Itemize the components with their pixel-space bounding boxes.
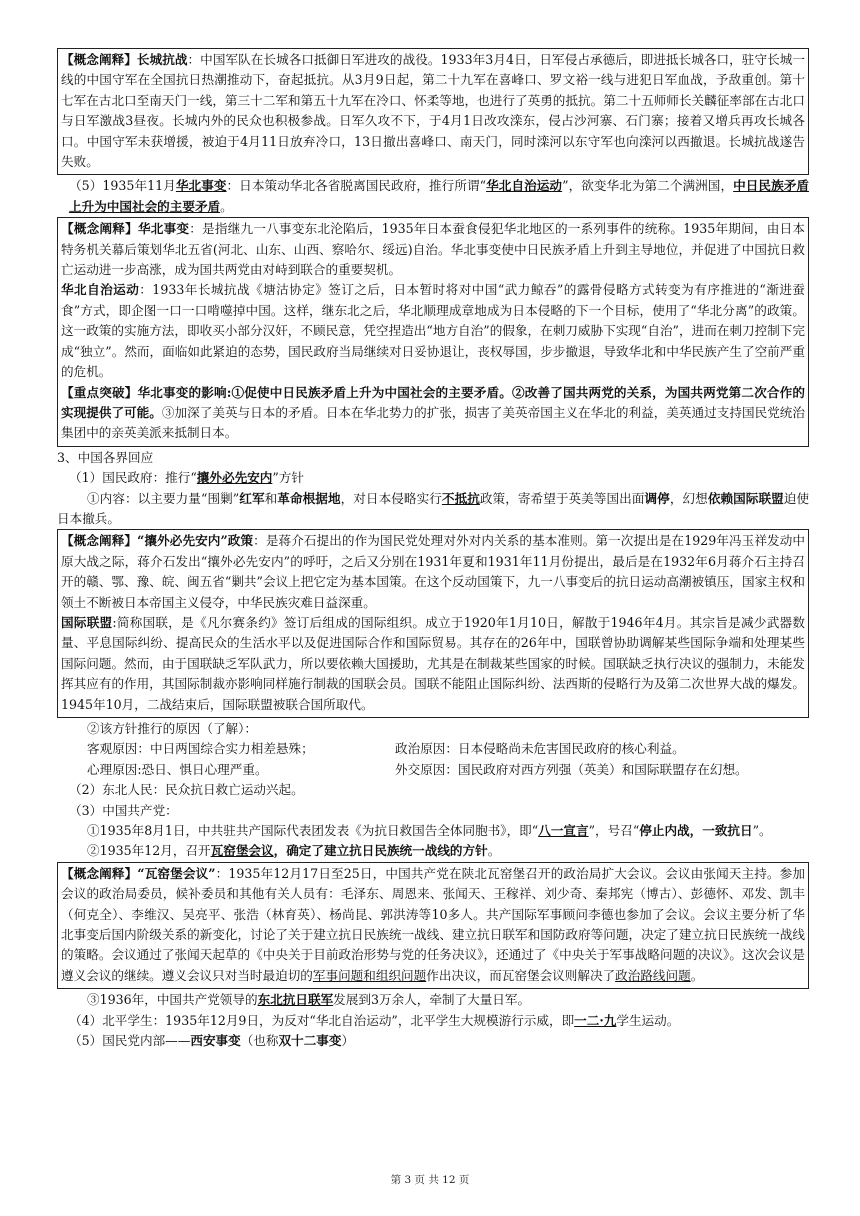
reasons-title: ②该方针推行的原因（了解）：	[87, 721, 258, 736]
conclusion-main-contradiction: 中日民族矛盾上升为中国社会的主要矛盾	[69, 178, 809, 214]
rangwai-text: ：是蒋介石提出的作为国民党处理对外对内关系的基本准则。第一次提出是在1929年冯玉祥发动中原大战之际，蒋介石发出“攘外必先安内”的呼吁，之后又分别在1931年夏和1931年11月份提出，最后是在1932年6月蒋介石主持召开的赣、鄂、豫、皖、闽五省“剿共”会议上把它定为基本国策。在这个反动国策下，九一八事变后的抗日运动高潮被镇压，国家主权和领土不断被日本帝国主义侵夺，中华民族灾难日益深重。	[61, 533, 805, 610]
text-segment: 政策，寄希望于英美等国出面	[479, 490, 645, 506]
focus-tag: 【重点突破】	[61, 384, 138, 400]
text-segment: ③1936年，中国共产党领导的	[87, 992, 258, 1008]
text-segment: （也称	[240, 1033, 279, 1049]
term-call: 停止内战，一致抗日	[639, 823, 753, 839]
huabei-text: ：是指继九一八事变东北沦陷后，1935年日本蚕食侵犯华北地区的一系列事件的统称。1935年期间，由日本特务机关幕后策划华北五省(河北、山东、山西、察哈尔、绥远)自治。华北事变使中日民族矛盾上升到主导地位，并促进了中国抗日救亡运动进一步高涨，成为国共两党由对峙到联合的重要契机。	[61, 221, 806, 278]
text-segment: 发展到3万余人，牵制了大量日军。	[333, 992, 531, 1008]
xian-item	[57, 1031, 809, 1051]
text-segment: ，幻想	[669, 490, 708, 506]
wayaobao-text: ：1935年12月17日至25日，中国共产党在陕北瓦窑堡召开的政治局扩大会议。会议由张闻天主持。参加会议的政治局委员，候补委员和其他有关人员有：毛泽东、周恩来、张闻天、王稼祥、刘少奇、秦邦宪（博古）、彭德怀、邓发、凯丰（何克全）、李维汉、吴亮平、张浩（林育英）、杨尚昆、郭洪涛等10多人。共产国际军事顾问李德也参加了会议。会议主要分析了华北事变后国内阶级关系的新变化，讨论了关于建立抗日民族统一战线、建立抗日联军和国防政府等问题，决定了建立抗日民族统一战线的策略。会议通过了张闻天起草的《中央关于目前政治形势与党的任务决议》，还通过了《中央关于军事战略问题的决议》。这次会议是遵义会议的继续。遵义会议只对当时最迫切的	[61, 865, 805, 983]
reasons-row-1	[57, 739, 809, 759]
term-rangwai-policy: “攘外必先安内”政策	[137, 533, 254, 549]
text-segment: 学生运动。	[616, 1012, 680, 1028]
wayaobao-paragraph	[61, 864, 805, 986]
term-red-army: 红军	[239, 490, 265, 506]
text-segment: ：日本策动华北各省脱离国民政府，推行所谓“	[226, 178, 487, 194]
underline-political: 政治路线问题	[615, 967, 691, 983]
huabei-shibian-item	[57, 176, 809, 217]
reason-objective: 客观原因：中日两国综合实力相差悬殊；	[87, 741, 314, 757]
text-segment: 迫使日本撤兵。	[57, 490, 810, 526]
term-league-def: 国际联盟	[61, 614, 113, 630]
term-double-twelve: 双十二事变	[278, 1033, 342, 1049]
content-item	[57, 489, 809, 530]
term-mediation: 调停	[644, 490, 670, 506]
text-segment: ）	[341, 1033, 355, 1049]
text-segment: 。	[220, 198, 233, 214]
wayaobao-item	[57, 841, 809, 861]
term-bayi: 八一宣言	[538, 823, 589, 839]
rangwai-paragraph	[61, 531, 805, 613]
huabei-paragraph	[61, 219, 805, 280]
zizhi-paragraph	[61, 280, 805, 382]
text-segment: ，对日本侵略实行	[340, 490, 442, 506]
concept-box-huabei	[57, 217, 809, 446]
bayi-item	[57, 821, 809, 841]
concept-tag: 【概念阐释】	[61, 865, 138, 881]
text-segment: 和	[264, 490, 278, 506]
term-no-resistance: 不抵抗	[441, 490, 480, 506]
text-segment: ①1935年8月1日，中共驻共产国际代表团发表《为抗日救国告全体同胞书》，即“	[87, 823, 539, 839]
concept-tag: 【概念阐释】	[61, 533, 138, 549]
concept-box-rangwai	[57, 529, 809, 718]
league-paragraph	[61, 613, 805, 715]
text-segment: （4）北平学生：1935年12月9日，为反对“华北自治运动”，北平学生大规模游行示威，即	[69, 1012, 575, 1028]
concept-tag: 【概念阐释】	[61, 221, 138, 237]
term-129: 一二·九	[574, 1012, 617, 1028]
concept-box-wayaobao	[57, 862, 809, 989]
text-segment-bold: ，确定了建立抗日民族统一战线的方针	[273, 843, 488, 859]
text-segment: ②1935年12月，召开	[87, 843, 211, 859]
reason-political: 政治原因：日本侵略尚未危害国民政府的核心利益。	[395, 741, 685, 757]
changcheng-paragraph	[61, 50, 805, 172]
page-content	[57, 48, 809, 1052]
page-number: 第 3 页 共 12 页	[390, 1174, 470, 1186]
cpc-heading: （3）中国共产党：	[69, 802, 178, 818]
reason-diplomatic: 外交原因：国民政府对西方列强（英美）和国际联盟存在幻想。	[395, 761, 748, 777]
focus-paragraph	[61, 383, 805, 444]
dongbei-item: （2）东北人民：民众抗日救亡运动兴起。	[69, 782, 304, 798]
text-segment: （5）国民党内部——	[69, 1033, 191, 1049]
text-segment: ”方针	[272, 470, 304, 486]
guomin-zhengfu-item	[57, 468, 809, 488]
term-changcheng: 长城抗战	[136, 52, 188, 67]
lianjun-item	[57, 990, 809, 1010]
text-segment: 。	[487, 843, 501, 859]
term-base: 革命根据地	[277, 490, 341, 506]
reasons-row-2	[57, 760, 809, 780]
underline-military: 军事问题和组织问题	[312, 967, 427, 983]
text-segment: ”，欲变华北为第二个满洲国，	[562, 178, 734, 194]
term-lianjun: 东北抗日联军	[257, 992, 334, 1008]
text-segment: （5）1935年11月	[69, 178, 176, 194]
reason-psychological: 心理原因:恐日、惧日心理严重。	[87, 761, 268, 777]
term-zizhi: 华北自治运动	[61, 282, 140, 298]
term-xian: 西安事变	[190, 1033, 241, 1049]
league-text: :简称国联，是《凡尔赛条约》签订后组成的国际组织。成立于1920年1月10日，解散于1946年4月。其宗旨是减少武器数量、平息国际纠纷、提高民众的生活水平以及促进国际合作和国际贸易。其存在的26年中，国联曾协助调解某些国际争端和处理某些国际问题。然而，由于国联缺乏军队武力，所以要依赖大国援助，尤其是在制裁某些国家的时候。国联缺乏执行决议的强制力，未能发挥其应有的作用，其国际制裁亦影响同样施行制裁的国联会员。国联不能阻止国际纠纷、法西斯的侵略行为及第二次世界大战的爆发。1945年10月，二战结束后，国际联盟被联合国所取代。	[61, 614, 805, 712]
section-heading-3: 3、中国各界回应	[57, 449, 154, 465]
term-league: 依赖国际联盟	[707, 490, 784, 506]
zizhi-text: ：1933年长城抗战《塘沽协定》签订之后，日本暂时将对中国“武力鲸吞”的露骨侵略方式转变为有序推进的“渐进蚕食”方式，即企图一口一口啃噬掉中国。这样，继东北之后，华北顺理成章地成为日本侵略的下一个目标，使用了“华北分离”的政策。这一政策的实施方法，即收买小部分汉奸，不顾民意，凭空捏造出“地方自治”的假象，在刺刀威胁下实现“自治”，进而在刺刀控制下完成“独立”。然而，面临如此紧迫的态势，国民政府当局继续对日妥协退让，丧权辱国，步步撤退，导致华北和中华民族产生了空前严重的危机。	[61, 282, 805, 380]
student-item	[57, 1011, 809, 1031]
focus-bold-text: 华北事变的影响:①促使中日民族矛盾上升为中国社会的主要矛盾。②改善了国共两党的关系，为国共两党第二次合作的实现提供了可能。	[61, 384, 805, 420]
text-segment: 作出决议，而瓦窑堡会议则解决了	[426, 967, 616, 983]
term-wayaobao-meeting: “瓦窑堡会议”	[137, 865, 216, 881]
term-huabei: 华北事变	[137, 221, 190, 237]
text-segment: （1）国民政府：推行“	[69, 470, 197, 486]
text-segment: 。	[690, 967, 704, 983]
concept-box-changcheng	[57, 48, 809, 175]
text-segment: ”，号召“	[588, 823, 640, 839]
changcheng-text: ：中国军队在长城各口抵御日军进攻的战役。1933年3月4日，日军侵占承德后，即进抵长城各口，驻守长城一线的中国守军在全国抗日热潮推动下，奋起抵抗。从3月9日起，第二十九军在喜峰口、罗文裕一线与进犯日军血战，予敌重创。第十七军在古北口至南天门一线，第三十二军和第五十九军在冷口、怀柔等地，也进行了英勇的抵抗。第二十五师师长关麟征率部在古北口与日军激战3昼夜。长城内外的民众也积极参战。日军久攻不下，于4月1日改攻滦东，侵占沙河寨、石门寨；接着又增兵再攻长城各口。中国守军未获增援，被迫于4月11日放弃冷口，13日撤出喜峰口、南天门，同时滦河以东守军也向滦河以西撤退。长城抗战遂告失败。	[61, 52, 806, 170]
text-segment: ”。	[752, 823, 772, 839]
term-huabei-zizhi: 华北自治运动	[486, 178, 563, 194]
term-huabei-shibian: 华北事变	[175, 178, 227, 194]
term-rangwai: 攘外必先安内	[196, 470, 273, 486]
term-wayaobao: 瓦窑堡会议	[210, 843, 274, 859]
focus-rest-text: ③加深了美英与日本的矛盾。日本在华北势力的扩张，损害了美英帝国主义在华北的利益，美英通过支持国民党统治集团中的亲英美派来抵制日本。	[61, 404, 806, 441]
concept-tag: 【概念阐释】	[61, 52, 137, 67]
text-segment: ①内容：以主要力量“围剿”	[87, 490, 240, 506]
